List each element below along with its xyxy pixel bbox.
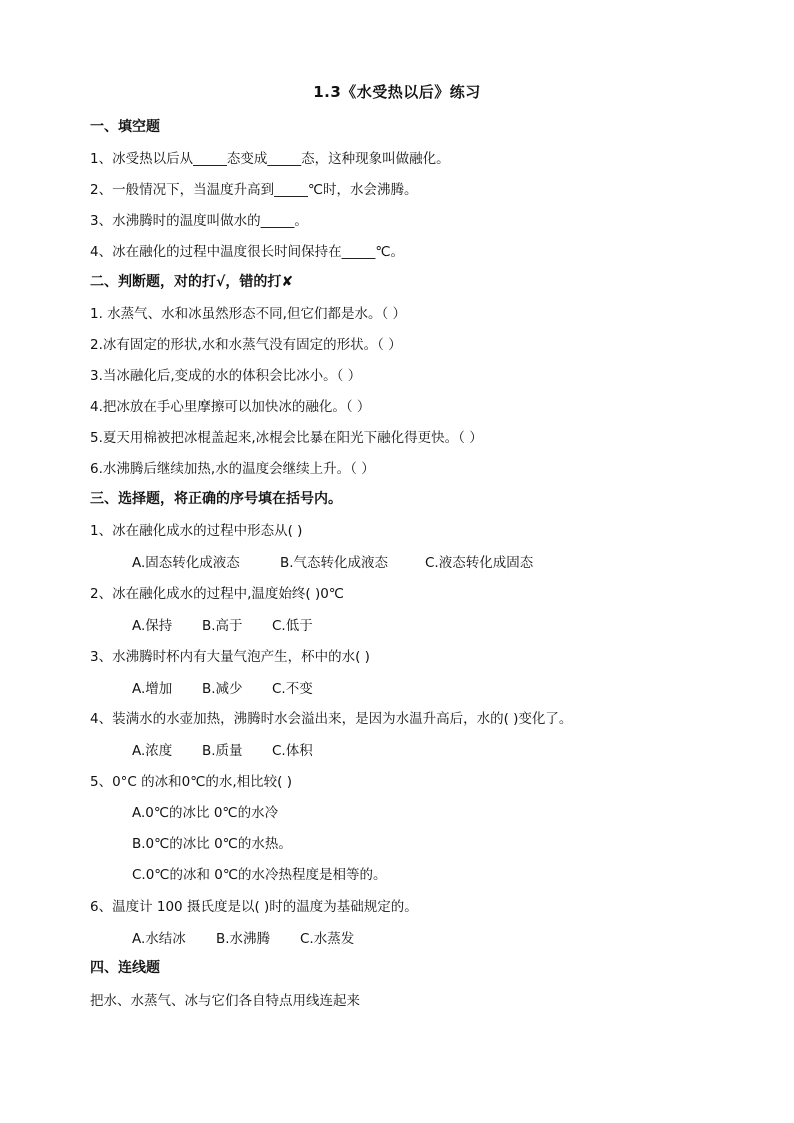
true-false-question-3: 3.当冰融化后,变成的水的体积会比冰小。（ ）: [90, 368, 362, 384]
fill-blank-question-1: 1、冰受热以后从_____态变成_____态，这种现象叫做融化。: [90, 151, 450, 167]
choice-question-4-option-c: C.体积: [272, 743, 313, 759]
choice-question-2: 2、冰在融化成水的过程中,温度始终( )0℃: [90, 586, 344, 602]
true-false-question-5: 5.夏天用棉被把冰棍盖起来,冰棍会比暴在阳光下融化得更快。（ ）: [90, 430, 483, 446]
choice-question-6-option-a: A.水结冰: [132, 931, 186, 947]
choice-question-1-option-b: B.气态转化成液态: [280, 555, 389, 571]
section-heading-true-false: 二、判断题，对的打√，错的打✘: [90, 274, 294, 290]
choice-question-6-option-b: B.水沸腾: [216, 931, 271, 947]
choice-question-2-option-b: B.高于: [202, 618, 243, 634]
page-title: 1.3《水受热以后》练习: [313, 83, 481, 101]
choice-question-4-option-b: B.质量: [202, 743, 243, 759]
choice-question-5-option-c: C.0℃的冰和 0℃的水冷热程度是相等的。: [132, 867, 387, 883]
choice-question-3-option-a: A.增加: [132, 681, 173, 697]
choice-question-5-option-b: B.0℃的冰比 0℃的水热。: [132, 836, 292, 852]
choice-question-6-option-c: C.水蒸发: [300, 931, 355, 947]
choice-question-3-option-b: B.减少: [202, 681, 243, 697]
true-false-question-4: 4.把冰放在手心里摩擦可以加快冰的融化。（ ）: [90, 399, 371, 415]
true-false-question-2: 2.冰有固定的形状,水和水蒸气没有固定的形状。（ ）: [90, 337, 402, 353]
choice-question-3-option-c: C.不变: [272, 681, 313, 697]
matching-instruction: 把水、水蒸气、冰与它们各自特点用线连起来: [90, 993, 360, 1009]
true-false-question-1: 1. 水蒸气、水和冰虽然形态不同,但它们都是水。（ ）: [90, 306, 407, 322]
choice-question-6: 6、温度计 100 摄氏度是以( )时的温度为基础规定的。: [90, 899, 418, 915]
choice-question-5: 5、0°C 的冰和0℃的水,相比较( ): [90, 774, 293, 790]
choice-question-2-option-c: C.低于: [272, 618, 313, 634]
choice-question-5-option-a: A.0℃的冰比 0℃的水冷: [132, 805, 279, 821]
choice-question-1-option-c: C.液态转化成固态: [425, 555, 534, 571]
choice-question-1-option-a: A.固态转化成液态: [132, 555, 240, 571]
fill-blank-question-2: 2、一般情况下，当温度升高到_____℃时，水会沸腾。: [90, 182, 418, 198]
choice-question-2-option-a: A.保持: [132, 618, 173, 634]
fill-blank-question-3: 3、水沸腾时的温度叫做水的_____。: [90, 213, 308, 229]
choice-question-4-option-a: A.浓度: [132, 743, 173, 759]
section-heading-fill-blank: 一、填空题: [90, 119, 160, 135]
fill-blank-question-4: 4、冰在融化的过程中温度很长时间保持在_____℃。: [90, 244, 404, 260]
choice-question-1: 1、冰在融化成水的过程中形态从( ): [90, 523, 303, 539]
choice-question-3: 3、水沸腾时杯内有大量气泡产生，杯中的水( ): [90, 649, 370, 665]
choice-question-4: 4、装满水的水壶加热，沸腾时水会溢出来，是因为水温升高后，水的( )变化了。: [90, 711, 573, 727]
section-heading-matching: 四、连线题: [90, 960, 160, 976]
section-heading-choice: 三、选择题，将正确的序号填在括号内。: [90, 491, 342, 507]
true-false-question-6: 6.水沸腾后继续加热,水的温度会继续上升。（ ）: [90, 461, 375, 477]
